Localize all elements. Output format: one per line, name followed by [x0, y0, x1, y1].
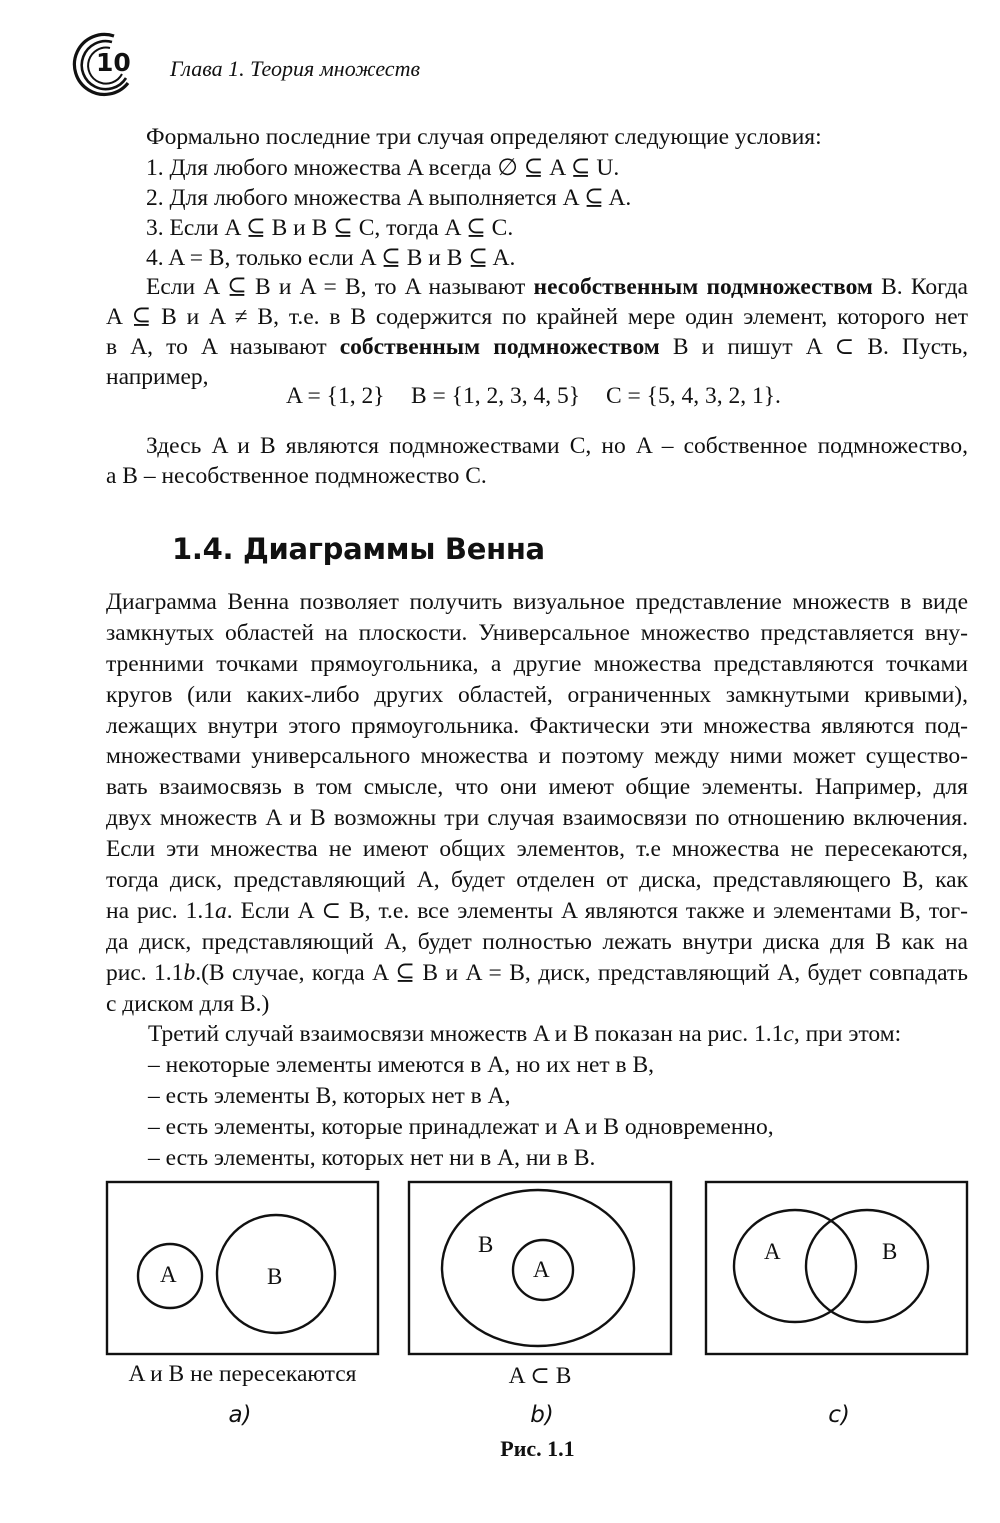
bullet-item: – есть элементы, которые принадлежат и A и B одновременно, — [148, 1114, 774, 1141]
set-b-label: B — [267, 1264, 283, 1289]
body-line: Если эти множества не имеют общих элементов, т.е множества не пересекаются, — [106, 836, 968, 863]
set-a-label: A — [533, 1257, 550, 1282]
formula-a: A = {1, 2} — [286, 383, 385, 409]
formula-c: C = {5, 4, 3, 2, 1}. — [606, 383, 781, 409]
body-text: . Если A ⊂ B, т.е. все элементы A являются также и элементами B, тог- — [226, 897, 968, 924]
figure-ref: a — [214, 897, 227, 924]
improper-subset-term: несобственным подмножеством — [533, 274, 873, 300]
body-line: Диаграмма Венна позволяет получить визуальное представление множеств в виде — [106, 589, 968, 615]
set-b-label: B — [882, 1239, 898, 1264]
body-line — [106, 958, 968, 989]
condition-2: 2. Для любого множества A выполняется A ⊆ A. — [146, 185, 632, 211]
bullet-item: – некоторые элементы имеются в A, но их нет в B, — [148, 1052, 655, 1079]
formula-b: B = {1, 2, 3, 4, 5} — [411, 383, 580, 409]
definition-line-2: A ⊆ B и A ≠ B, т.е. в B содержится по крайней мере один элемент, которого нет — [106, 304, 968, 330]
definition-line-1 — [146, 272, 968, 302]
panel-c-letter: c) — [828, 1402, 850, 1428]
page-number: 10 — [96, 48, 131, 77]
body-line — [106, 1019, 968, 1050]
condition-3: 3. Если A ⊆ B и B ⊆ C, тогда A ⊆ C. — [146, 215, 514, 241]
figure-ref: c — [783, 1021, 794, 1048]
definition-text: в A, то A называют — [106, 334, 340, 360]
body-line — [106, 896, 968, 927]
body-text: рис. 1.1 — [106, 959, 184, 986]
body-line: множествами универсального множества и поэтому между ними может существо- — [106, 743, 968, 770]
set-b-disk — [806, 1210, 928, 1322]
body-line: лежащих внутри этого прямоугольника. Фактически эти множества являются под- — [106, 712, 968, 739]
summary-line-2: а B – несобственное подмножество C. — [106, 463, 487, 489]
universe-rect-a — [107, 1182, 378, 1354]
panel-a-label: A и B не пересекаются — [128, 1361, 357, 1387]
body-text: Третий случай взаимосвязи множеств A и B показан на рис. 1.1 — [148, 1021, 784, 1048]
set-a-label: A — [764, 1239, 781, 1264]
panel-b-label: A ⊂ B — [508, 1363, 572, 1389]
body-line: тогда диск, представляющий A, будет отделен от диска, представляющего B, как — [106, 867, 968, 894]
figure-caption: Рис. 1.1 — [500, 1436, 575, 1461]
body-line: тренними точками прямоугольника, а другие множества представляются точками — [106, 650, 968, 677]
set-b-label: B — [478, 1232, 494, 1257]
condition-1: 1. Для любого множества A всегда ∅ ⊆ A ⊆ U. — [146, 155, 620, 181]
venn-figure — [0, 1175, 1000, 1365]
body-line: вать взаимосвязь в том смысле, что они имеют общие элементы. Например, для — [106, 774, 968, 801]
venn-paragraph — [106, 587, 968, 1174]
body-text: , при этом: — [793, 1021, 902, 1048]
definition-text: B. Когда — [872, 274, 968, 300]
set-a-disk — [734, 1210, 856, 1322]
body-line: с диском для B.) — [106, 990, 270, 1017]
body-text: .(В случае, когда A ⊆ B и A = B, диск, представляющий A, будет совпадать — [195, 959, 968, 986]
bullet-item: – есть элементы B, которых нет в A, — [148, 1083, 511, 1110]
set-a-label: A — [160, 1262, 177, 1287]
section-title: 1.4. Диаграммы Венна — [172, 532, 545, 566]
intro-line: Формально последние три случая определяют следующие условия: — [146, 124, 822, 150]
bullet-item: – есть элементы, которых нет ни в A, ни в B. — [148, 1145, 596, 1172]
condition-4: 4. A = B, только если A ⊆ B и B ⊆ A. — [146, 245, 516, 271]
body-line: замкнутых областей на плоскости. Универсальное множество представляется вну- — [106, 619, 968, 646]
body-text: на рис. 1.1 — [106, 897, 215, 924]
definition-text: B и пишут A ⊂ B. Пусть, например, — [106, 334, 969, 390]
definition-text: Если A ⊆ B и A = B, то A называют — [146, 274, 534, 300]
running-title: Глава 1. Теория множеств — [170, 56, 421, 81]
summary-line-1: Здесь A и B являются подмножествами C, но A – собственное подмножество, — [146, 433, 968, 459]
panel-a-letter: a) — [228, 1402, 252, 1428]
body-line: кругов (или каких-либо других областей, ограниченных замкнутыми кривыми), — [106, 681, 968, 708]
panel-b-letter: b) — [530, 1402, 554, 1428]
proper-subset-term: собственным подмножеством — [339, 334, 660, 360]
figure-ref: b — [183, 959, 196, 986]
body-line: да диск, представляющий A, будет полностью лежать внутри диска для B как на — [106, 928, 968, 955]
body-line: двух множеств A и B возможны три случая взаимосвязи по отношению включения. — [106, 805, 968, 832]
